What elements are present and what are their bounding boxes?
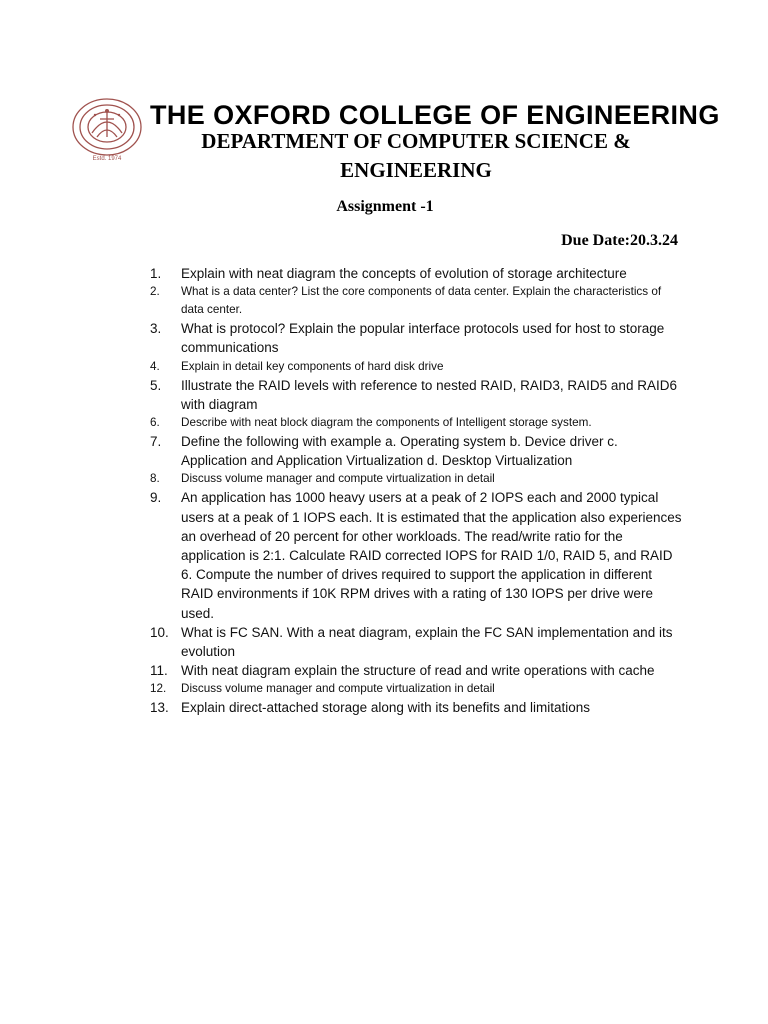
question-item [150, 283, 686, 319]
question-item [150, 319, 686, 357]
college-name: THE OXFORD COLLEGE OF ENGINEERING [150, 100, 720, 130]
question-text: Explain with neat diagram the concepts of evolution of storage architecture [181, 266, 627, 281]
department-line-2: ENGINEERING [340, 158, 492, 182]
question-text: Define the following with example a. Operating system b. Device driver c. Application and Application Virtualization d. Desktop Virtualization [181, 434, 618, 469]
question-item [150, 432, 686, 470]
question-text: Explain in detail key components of hard disk drive [181, 359, 444, 373]
assignment-title: Assignment -1 [336, 198, 434, 215]
question-number: 10. [150, 624, 169, 640]
college-logo [70, 97, 144, 163]
question-number: 2. [150, 285, 160, 299]
question-number: 13. [150, 700, 169, 716]
question-text: An application has 1000 heavy users at a peak of 2 IOPS each and 2000 typical users at a peak of 1 IOPS each. It is estimated that the application also experiences an overhead of 20 percent for other workloads. The read/write ratio for the application is 2:1. Calculate RAID corrected IOPS for RAID 1/0, RAID 5, and RAID 6. Compute the number of drives required to support the application in different RAID environments if 10K RPM drives with a rating of 130 IOPS per drive were used. [181, 490, 682, 621]
question-number: 4. [150, 359, 160, 373]
question-text: Discuss volume manager and compute virtualization in detail [181, 682, 495, 696]
logo-estd-text: Estd. 1974 [92, 156, 122, 162]
question-item [150, 414, 686, 432]
department-line-1: DEPARTMENT OF COMPUTER SCIENCE & [201, 129, 631, 153]
question-text: Discuss volume manager and compute virtualization in detail [181, 472, 495, 486]
question-number: 8. [150, 472, 160, 486]
question-number: 1. [150, 266, 162, 281]
question-text: Explain direct-attached storage along with its benefits and limitations [181, 700, 590, 716]
question-text: What is FC SAN. With a neat diagram, explain the FC SAN implementation and its evolution [181, 624, 673, 660]
question-text: With neat diagram explain the structure of read and write operations with cache [181, 663, 655, 679]
question-number: 5. [150, 377, 162, 393]
question-number: 7. [150, 434, 162, 450]
due-date: Due Date:20.3.24 [561, 232, 678, 249]
question-number: 6. [150, 416, 160, 430]
question-item [150, 358, 686, 376]
question-item [150, 470, 686, 488]
question-number: 9. [150, 490, 162, 506]
question-text: What is a data center? List the core components of data center. Explain the characteristics of data center. [181, 285, 662, 317]
department-name [150, 127, 682, 185]
question-number: 11. [150, 663, 168, 679]
question-item [150, 264, 686, 283]
question-item [150, 661, 686, 680]
question-text: Illustrate the RAID levels with reference to nested RAID, RAID3, RAID5 and RAID6 with diagram [181, 377, 677, 412]
question-number: 3. [150, 321, 162, 337]
question-text: What is protocol? Explain the popular interface protocols used for host to storage communications [181, 321, 665, 356]
question-list [150, 264, 686, 718]
question-number: 12. [150, 682, 167, 696]
question-text: Describe with neat block diagram the components of Intelligent storage system. [181, 416, 592, 430]
question-item [150, 698, 686, 717]
question-item [150, 376, 686, 414]
question-item [150, 680, 686, 698]
question-item [150, 488, 686, 622]
question-item [150, 623, 686, 661]
